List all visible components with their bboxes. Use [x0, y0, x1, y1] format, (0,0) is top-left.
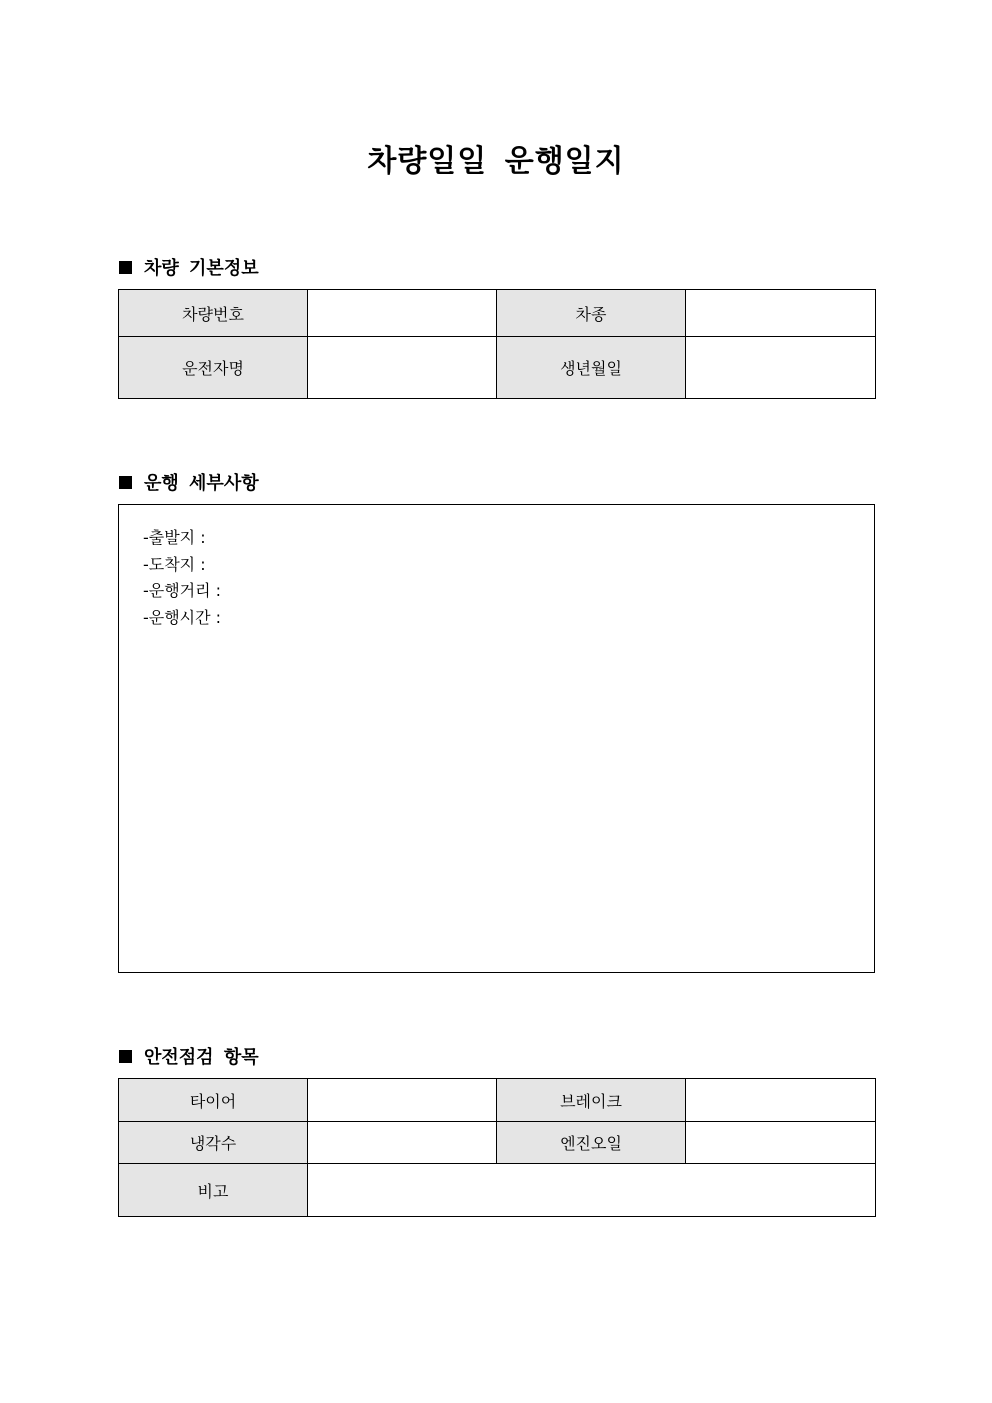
remarks-field[interactable]	[308, 1164, 876, 1217]
remarks-label: 비고	[119, 1164, 308, 1217]
square-bullet-icon	[119, 476, 132, 489]
table-row	[119, 1164, 876, 1217]
table-row	[119, 337, 876, 399]
arrival-line: -도착지 :	[143, 554, 206, 574]
section-heading-label: 차량 기본정보	[144, 258, 259, 279]
basic-info-table	[118, 289, 876, 399]
vehicle-number-field[interactable]	[308, 290, 497, 337]
birth-date-field[interactable]	[686, 337, 876, 399]
section-heading-details	[119, 469, 259, 495]
brake-label: 브레이크	[497, 1079, 686, 1122]
section-heading-basic-info	[119, 254, 259, 280]
page-title: 차량일일 운행일지	[367, 144, 625, 179]
section-heading-safety	[119, 1043, 259, 1069]
coolant-label: 냉각수	[119, 1122, 308, 1164]
coolant-field[interactable]	[308, 1122, 497, 1164]
safety-table	[118, 1078, 876, 1217]
square-bullet-icon	[119, 261, 132, 274]
driver-name-field[interactable]	[308, 337, 497, 399]
vehicle-type-field[interactable]	[686, 290, 876, 337]
table-row	[119, 290, 876, 337]
table-row	[119, 1122, 876, 1164]
vehicle-number-label: 차량번호	[119, 290, 308, 337]
distance-line: -운행거리 :	[143, 581, 222, 600]
brake-field[interactable]	[686, 1079, 876, 1122]
vehicle-type-label: 차종	[497, 290, 686, 337]
engine-oil-label: 엔진오일	[497, 1122, 686, 1164]
section-heading-label: 운행 세부사항	[144, 473, 259, 494]
square-bullet-icon	[119, 1050, 132, 1063]
driver-name-label: 운전자명	[119, 337, 308, 399]
section-heading-label: 안전점검 항목	[144, 1047, 259, 1068]
birth-date-label: 생년월일	[497, 337, 686, 399]
tire-field[interactable]	[308, 1079, 497, 1122]
tire-label: 타이어	[119, 1079, 308, 1122]
duration-line: -운행시간 :	[143, 607, 222, 627]
engine-oil-field[interactable]	[686, 1122, 876, 1164]
details-textarea[interactable]	[118, 504, 875, 973]
table-row	[119, 1079, 876, 1122]
departure-line: -출발지 :	[143, 528, 206, 547]
